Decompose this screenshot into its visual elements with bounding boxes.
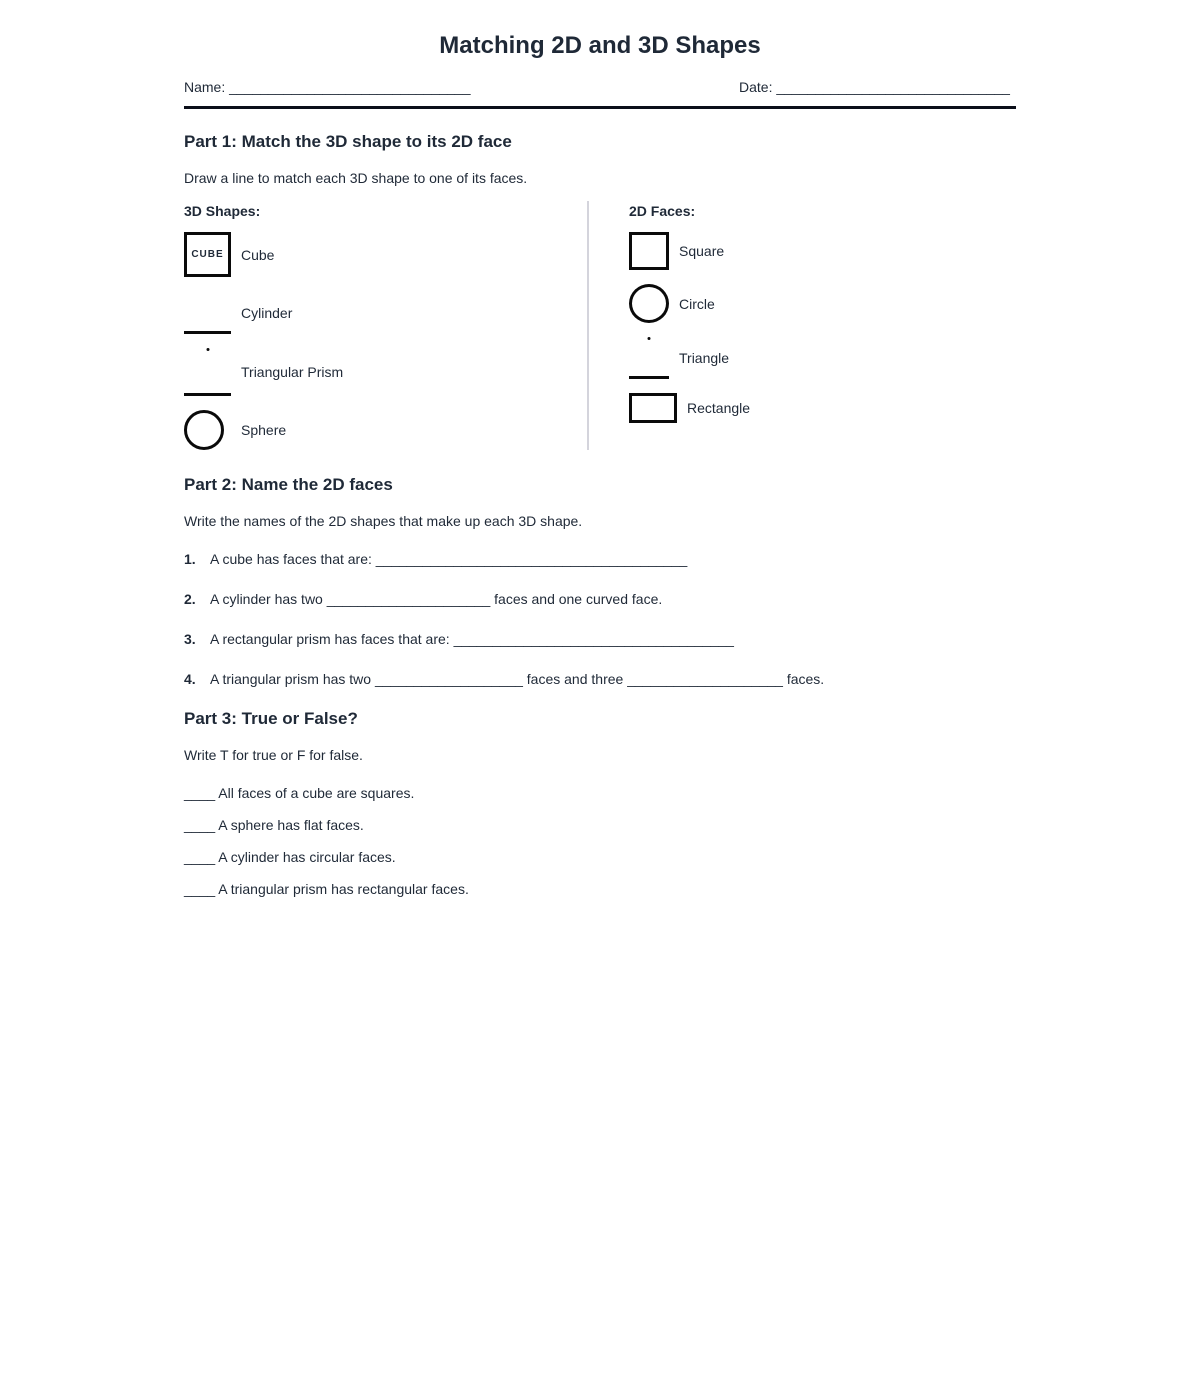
prism-apex-dot: [206, 348, 209, 351]
header-divider-rule: [184, 106, 1016, 109]
part2-question-list: [184, 550, 1016, 689]
face-row-triangle: [629, 337, 1016, 379]
question-row-2: [184, 590, 1016, 609]
triangular-prism-shape: [184, 348, 231, 396]
shape-row-sphere: [184, 410, 587, 450]
shape-row-cylinder: [184, 291, 587, 334]
page-title: Matching 2D and 3D Shapes: [439, 32, 761, 59]
question-text: A cube has faces that are: ________________________________________: [210, 551, 688, 567]
tf-blank: ____: [184, 881, 216, 897]
shape-row-cube: [184, 232, 587, 277]
name-field: [184, 79, 471, 96]
tf-text: A sphere has flat faces.: [215, 817, 364, 833]
circle-label: Circle: [679, 295, 715, 312]
sphere-shape: [184, 410, 224, 450]
question-row-4: [184, 670, 1016, 689]
part3-heading: Part 3: True or False?: [184, 709, 358, 728]
date-label: Date:: [739, 79, 773, 95]
answer-blank: _____________________: [326, 591, 491, 607]
shapes-3d-column: [184, 201, 587, 450]
question-text: A cylinder has two _____________________ faces and one curved face.: [210, 591, 663, 607]
tf-blank: ____: [184, 817, 216, 833]
triangle-shape: [629, 337, 669, 379]
face-row-rectangle: [629, 393, 1016, 423]
faces-2d-heading: 2D Faces:: [629, 203, 696, 219]
tf-blank: ____: [184, 849, 216, 865]
question-row-1: [184, 550, 1016, 569]
name-date-row: [184, 79, 1016, 96]
question-number: 4.: [184, 671, 196, 687]
faces-2d-column: [589, 201, 1016, 450]
cube-label: Cube: [241, 246, 275, 263]
tf-text: A triangular prism has rectangular faces.: [215, 881, 469, 897]
tf-row-4: [184, 880, 1016, 899]
name-label: Name:: [184, 79, 226, 95]
tf-row-1: [184, 784, 1016, 803]
question-number: 1.: [184, 551, 196, 567]
question-text: A rectangular prism has faces that are: ____________________________________: [210, 631, 734, 647]
tf-blank: ____: [184, 785, 216, 801]
name-line: _______________________________: [229, 79, 471, 95]
tf-text: All faces of a cube are squares.: [215, 785, 415, 801]
cube-shape: [184, 232, 231, 277]
triangle-apex-dot: [648, 337, 651, 340]
square-label: Square: [679, 243, 725, 259]
shape-row-triangular-prism: [184, 348, 587, 396]
rectangle-label: Rectangle: [687, 400, 751, 416]
worksheet-page: [184, 0, 1016, 899]
question-row-3: [184, 630, 1016, 649]
part2-heading: Part 2: Name the 2D faces: [184, 475, 393, 494]
circle-shape: [629, 284, 669, 323]
part1-heading: Part 1: Match the 3D shape to its 2D face: [184, 132, 512, 151]
question-number: 3.: [184, 631, 196, 647]
part2-instructions: Write the names of the 2D shapes that make up each 3D shape.: [184, 513, 583, 529]
face-row-square: [629, 232, 1016, 270]
triangular-prism-label: Triangular Prism: [241, 364, 344, 380]
tf-row-3: [184, 848, 1016, 867]
tf-text: A cylinder has circular faces.: [215, 849, 396, 865]
question-number: 2.: [184, 591, 196, 607]
part3-statement-list: [184, 784, 1016, 899]
cylinder-shape: [184, 291, 231, 334]
date-line: ______________________________: [776, 79, 1010, 95]
part1-instructions: Draw a line to match each 3D shape to one of its faces.: [184, 170, 528, 186]
answer-blank: ___________________: [374, 671, 523, 687]
tf-row-2: [184, 816, 1016, 835]
sphere-label: Sphere: [241, 422, 287, 438]
square-shape: [629, 232, 669, 270]
face-row-circle: [629, 284, 1016, 323]
answer-blank: ____________________________________: [453, 631, 734, 647]
answer-blank: ____________________: [627, 671, 783, 687]
cylinder-label: Cylinder: [241, 304, 293, 321]
question-text: A triangular prism has two ___________________ faces and three ____________________ faces.: [210, 671, 825, 687]
cube-shape-text: CUBE: [191, 249, 224, 260]
date-field: [739, 79, 1016, 96]
matching-columns: [184, 201, 1016, 450]
rectangle-shape: [629, 393, 677, 423]
triangle-label: Triangle: [679, 350, 730, 366]
answer-blank: ________________________________________: [375, 551, 688, 567]
part3-instructions: Write T for true or F for false.: [184, 747, 363, 763]
shapes-3d-heading: 3D Shapes:: [184, 203, 261, 219]
